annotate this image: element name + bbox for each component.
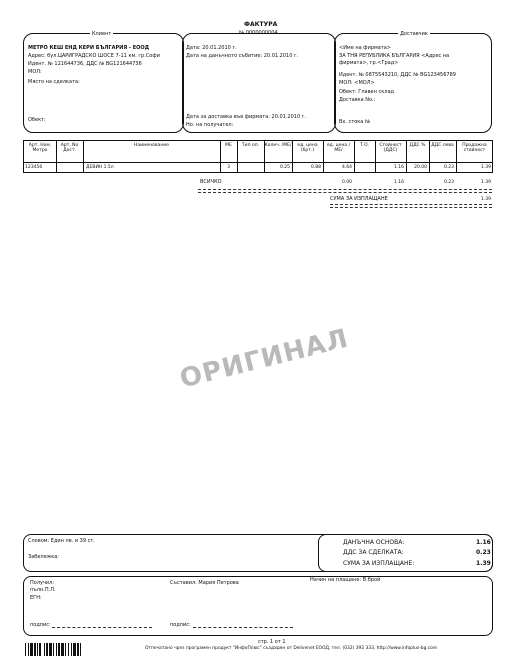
total-vat: 0.23 bbox=[443, 180, 454, 185]
col-header-unit-price: ед. цена /МЕ/ bbox=[326, 143, 351, 153]
client-mol: МОЛ: bbox=[28, 69, 42, 75]
bulstat-label: ЕГН: bbox=[30, 595, 42, 601]
barcode-bar bbox=[73, 643, 76, 656]
col-header-op-type: Тип оп. bbox=[241, 143, 260, 148]
supplier-delivery-no: Доставка No.: bbox=[339, 97, 376, 103]
signature-line-1 bbox=[52, 627, 152, 628]
row-unit: 3 bbox=[227, 165, 230, 170]
page-info: стр. 1 от 1 bbox=[258, 639, 286, 645]
barcode-bar bbox=[46, 643, 48, 656]
barcode-bar bbox=[30, 643, 33, 656]
row-qty: 0.25 bbox=[279, 165, 290, 170]
barcode-bar bbox=[49, 643, 52, 656]
egn-label: пълн.П.Л. bbox=[30, 587, 56, 593]
row-vat-amount: 0.23 bbox=[443, 165, 454, 170]
delivery-date: Дата за доставка във фирмата: 20.01.2010 г. bbox=[186, 114, 306, 120]
printed-note: Отпечатано чрез програмен продукт "ИнфоПлюс" създаден от Delivenet ЕООД, тел. (032) 392 333, http://www.infoplus-bg.com bbox=[145, 646, 438, 651]
total-tax-base-0: 0.00 bbox=[341, 180, 352, 185]
col-header-to: Т.О. bbox=[359, 143, 370, 148]
payment-method: Начин на плащане: В брой bbox=[310, 577, 381, 583]
row-unit-price: 4.64 bbox=[341, 165, 352, 170]
barcode-bar bbox=[44, 643, 45, 656]
pay-value: 1.39 bbox=[480, 197, 491, 202]
tax-base-label: ДАНЪЧНА ОСНОВА: bbox=[343, 539, 405, 546]
total-value: 1.16 bbox=[393, 180, 404, 185]
barcode-bar bbox=[53, 643, 54, 656]
supplier-object: Обект: Главен склад bbox=[339, 89, 394, 95]
pay-label: СУМА ЗА ИЗПЛАЩАНЕ bbox=[330, 196, 388, 202]
client-object: Обект: bbox=[28, 117, 46, 123]
col-header-qty: Колич. /МЕ/ bbox=[264, 143, 292, 148]
invoice-number: № 0000000004 bbox=[239, 30, 278, 36]
barcode-bar bbox=[25, 643, 26, 656]
row-sale-value: 1.39 bbox=[480, 165, 491, 170]
barcode-bar bbox=[28, 643, 29, 656]
supplier-label: Доставчик bbox=[400, 31, 428, 37]
client-ids: Идент. № 121644736, ДДС № BG121644736 bbox=[28, 61, 142, 67]
col-header-unit-price-gross: ед. цена (брт.) bbox=[297, 143, 318, 153]
col-header-vat-amount: ДДС лева bbox=[431, 143, 454, 148]
original-watermark: ОРИГИНАЛ bbox=[176, 323, 352, 395]
col-header-value-vat: Стойност (ДДС) bbox=[379, 143, 402, 153]
tax-event-date: Дата на данъчното събитие: 20.01.2010 г. bbox=[186, 53, 299, 59]
client-label: Клиент bbox=[92, 31, 112, 37]
barcode-bar bbox=[39, 643, 41, 656]
col-header-vat-percent: ДДС % bbox=[409, 143, 426, 148]
barcode-bar bbox=[68, 643, 69, 656]
barcode-bar bbox=[65, 643, 66, 656]
barcode-bar bbox=[37, 643, 38, 656]
supplier-name: <Име на фирмата> bbox=[339, 45, 391, 51]
signature-line-2 bbox=[193, 627, 293, 628]
total-sale: 1.39 bbox=[480, 180, 491, 185]
row-unit-price-gross: 0.88 bbox=[310, 165, 321, 170]
barcode bbox=[25, 643, 113, 656]
invoice-date: Дата: 20.01.2010 г. bbox=[186, 45, 237, 51]
summary-pay-label: СУМА ЗА ИЗПЛАЩАНЕ: bbox=[343, 560, 415, 567]
barcode-bar bbox=[71, 643, 72, 656]
received-label: Получил: bbox=[30, 580, 55, 586]
barcode-bar bbox=[34, 643, 36, 656]
row-name: ДЕВИН 1.5л bbox=[86, 165, 114, 170]
tax-base-value: 1.16 bbox=[476, 539, 491, 546]
notes-label: Забележка: bbox=[28, 554, 59, 560]
receiver-no: Но. на получател: bbox=[186, 122, 234, 128]
barcode-bar bbox=[56, 643, 57, 656]
total-label: ВСИЧКО bbox=[200, 179, 222, 185]
col-header-sale-value: Продажна стойност bbox=[462, 143, 487, 153]
supplier-stock-no: Вх. стока № bbox=[339, 119, 371, 125]
amount-in-words: Словом: Един лв. и 39 ст. bbox=[28, 538, 95, 544]
supplier-address-1: ЗА ТНЯ РЕПУБЛИКА БЪЛГАРИЯ <Адрес на bbox=[339, 53, 450, 59]
supplier-mol: МОЛ: <МОЛ> bbox=[339, 80, 375, 86]
composed-by: Съставил: Мария Петрова bbox=[170, 580, 239, 586]
client-name: МЕТРО КЕШ ЕНД КЕРИ БЪЛГАРИЯ - ЕООД bbox=[28, 45, 150, 51]
client-address: Адрес: бул.ЦАРИГРАДСКО ШОСЕ 7-11 км. гр.Софи bbox=[28, 53, 160, 59]
row-vat-percent: 20.00 bbox=[414, 165, 427, 170]
signature-label-2: подпис: bbox=[170, 622, 191, 628]
client-deal-place: Място на сделката: bbox=[28, 79, 80, 85]
col-header-art-metro: Арт. Ном. Метро bbox=[28, 143, 52, 153]
supplier-ids: Идент. № 0875543210, ДДС № BG123456789 bbox=[339, 72, 456, 78]
invoice-title: ФАКТУРА bbox=[244, 21, 278, 28]
barcode-bar bbox=[80, 643, 81, 656]
vat-value: 0.23 bbox=[476, 549, 491, 556]
pay-divider bbox=[330, 204, 492, 208]
barcode-bar bbox=[58, 643, 60, 656]
barcode-bar bbox=[61, 643, 64, 656]
signature-label-1: подпис: bbox=[30, 622, 51, 628]
vat-label: ДДС ЗА СДЕЛКАТА: bbox=[343, 549, 404, 556]
col-header-art-supplier: Арт. No Дост. bbox=[60, 143, 79, 153]
row-art-metro: 123456 bbox=[25, 165, 43, 170]
supplier-address-2: фирмата>, гр.<Град> bbox=[339, 60, 399, 66]
totals-divider bbox=[198, 189, 492, 193]
barcode-bar bbox=[77, 643, 79, 656]
row-value-vat: 1.16 bbox=[393, 165, 404, 170]
col-header-name: Наименование bbox=[134, 143, 169, 148]
summary-pay-value: 1.39 bbox=[476, 560, 491, 567]
col-header-unit: МЕ bbox=[225, 143, 232, 148]
